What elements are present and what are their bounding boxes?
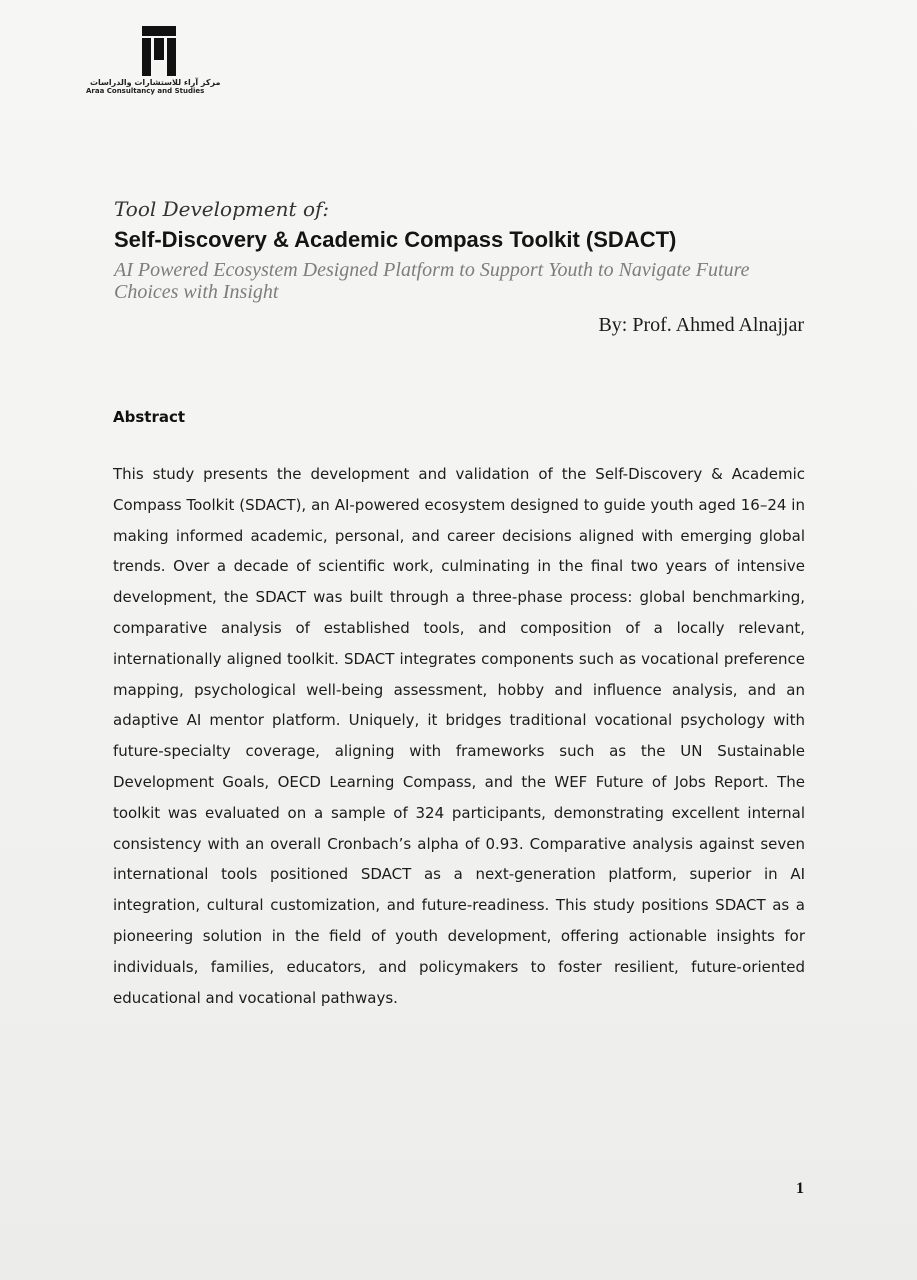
organization-logo	[86, 26, 236, 95]
document-title: Self-Discovery & Academic Compass Toolkit (SDACT)	[114, 227, 677, 252]
araa-logo-icon	[142, 26, 176, 76]
abstract-heading: Abstract	[113, 408, 186, 426]
logo-english-text: Araa Consultancy and Studies	[86, 87, 205, 95]
author-line: By: Prof. Ahmed Alnajjar	[598, 314, 804, 336]
document-subtitle: AI Powered Ecosystem Designed Platform to Support Youth to Navigate Future Choices with Insight	[114, 259, 750, 303]
logo-arabic-text: مركز آراء للاستشارات والدراسات	[90, 78, 221, 87]
pre-title: Tool Development of:	[114, 197, 330, 221]
title-block	[114, 195, 814, 303]
page-number: 1	[796, 1180, 804, 1197]
abstract-body: This study presents the development and validation of the Self-Discovery & Academic Compass Toolkit (SDACT), an AI-powered ecosystem designed to guide youth aged 16–24 in making informed academic, personal, and career decisions aligned with emerging global trends. Over a decade of scientific work, culminating in the final two years of intensive development, the SDACT was built through a three-phase process: global benchmarking, comparative analysis of established tools, and composition of a locally relevant, internationally aligned toolkit. SDACT integrates components such as vocational preference mapping, psychological well-being assessment, hobby and influence analysis, and an adaptive AI mentor platform. Uniquely, it bridges traditional vocational psychology with future-specialty coverage, aligning with frameworks such as the UN Sustainable Development Goals, OECD Learning Compass, and the WEF Future of Jobs Report. The toolkit was evaluated on a sample of 324 participants, demonstrating excellent internal consistency with an overall Cronbach’s alpha of 0.93. Comparative analysis against seven international tools positioned SDACT as a next-generation platform, superior in AI integration, cultural customization, and future-readiness. This study positions SDACT as a pioneering solution in the field of youth development, offering actionable insights for individuals, families, educators, and policymakers to foster resilient, future-oriented educational and vocational pathways.	[113, 465, 805, 1007]
